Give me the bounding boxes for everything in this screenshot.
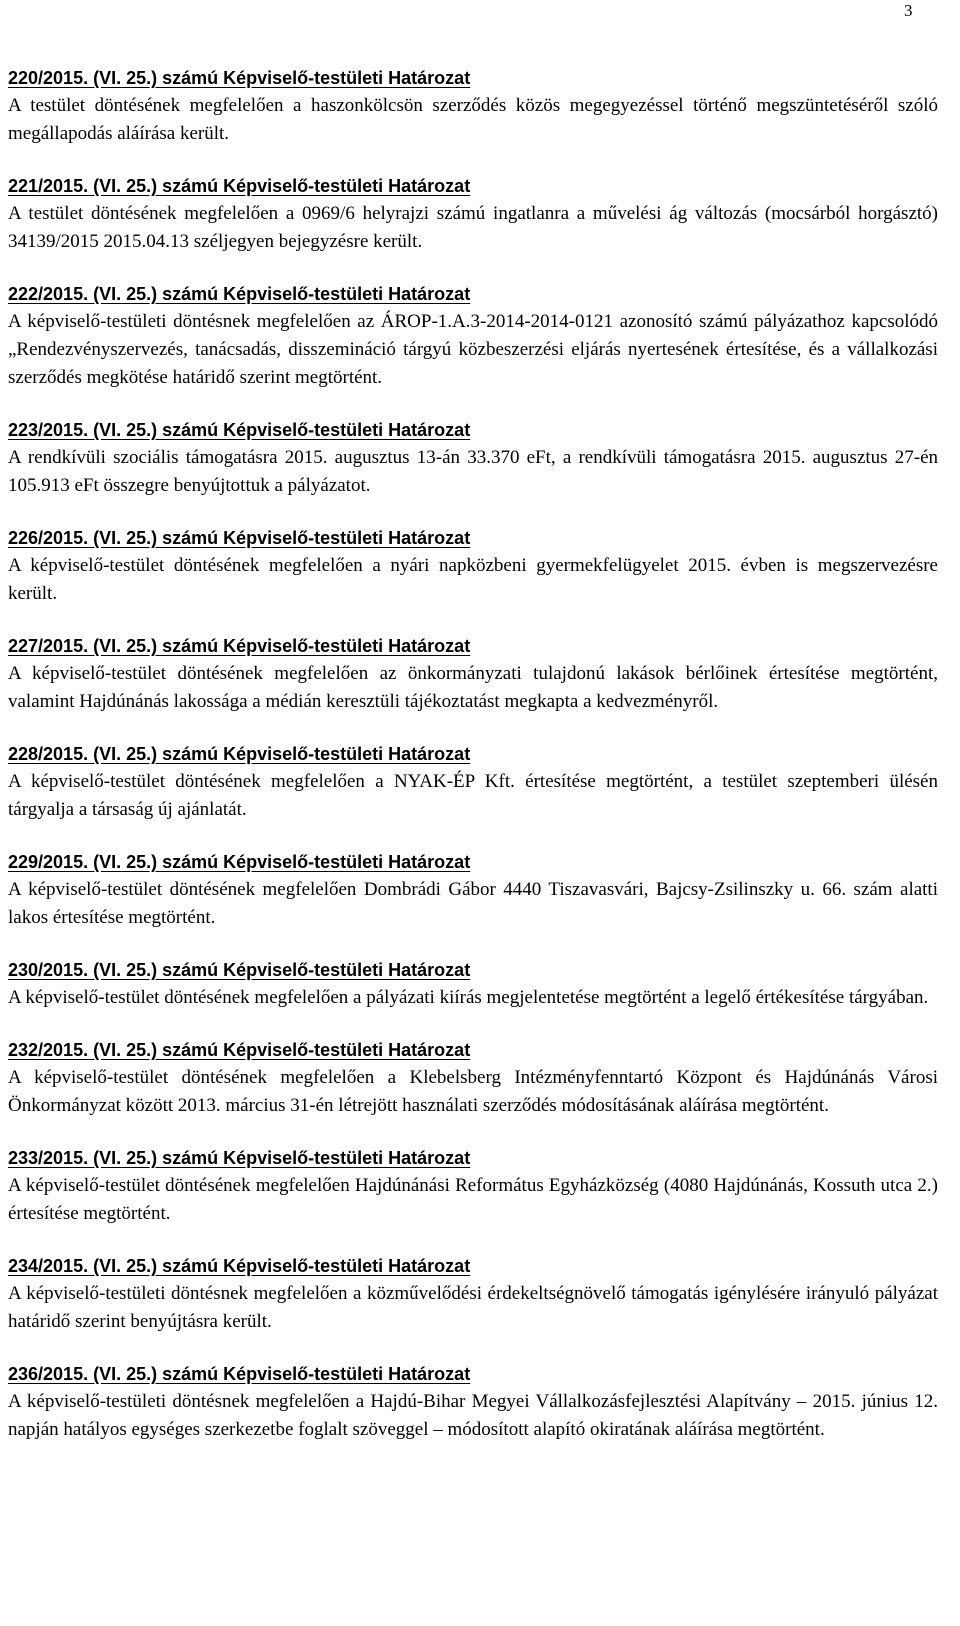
resolution-text: A képviselő-testület döntésének megfelelően a pályázati kiírás megjelentetése megtörtént a legelő értékesítése tárgyában.: [8, 987, 929, 1008]
resolution-title: 221/2015. (VI. 25.) számú Képviselő-testületi Határozat: [8, 176, 471, 196]
resolution-title: 234/2015. (VI. 25.) számú Képviselő-testületi Határozat: [8, 1256, 471, 1276]
resolution-entry: [8, 1144, 938, 1228]
resolution-text: A rendkívüli szociális támogatásra 2015. augusztus 13-án 33.370 eFt, a rendkívüli támogatásra 2015. augusztus 27-én 105.913 eFt összegre benyújtottuk a pályázatot.: [8, 447, 938, 496]
page-number: 3: [904, 1, 913, 20]
resolution-text: A képviselő-testületi döntésnek megfelelően a közművelődési érdekeltségnövelő támogatás igénylésére irányuló pályázat határidő szerint benyújtásra került.: [8, 1283, 938, 1332]
resolution-title: 229/2015. (VI. 25.) számú Képviselő-testületi Határozat: [8, 852, 471, 872]
resolution-text: A testület döntésének megfelelően a 0969/6 helyrajzi számú ingatlanra a művelési ág változás (mocsárból horgásztó) 34139/2015 2015.04.13 széljegyen bejegyzésre került.: [8, 203, 938, 252]
resolution-entry: [8, 632, 938, 716]
resolution-entry: [8, 1360, 938, 1444]
resolution-title: 228/2015. (VI. 25.) számú Képviselő-testületi Határozat: [8, 744, 471, 764]
resolution-entry: [8, 848, 938, 932]
resolution-text: A képviselő-testületi döntésnek megfelelően az ÁROP-1.A.3-2014-2014-0121 azonosító számú pályázathoz kapcsolódó „Rendezvényszervezés, tanácsadás, disszemináció tárgyú közbeszerzési eljárás nyertesének értesítése, és a vállalkozási szerződés megkötése határidő szerint megtörtént.: [8, 311, 938, 388]
resolution-entry: [8, 416, 938, 500]
resolution-text: A képviselő-testület döntésének megfelelően a nyári napközbeni gyermekfelügyelet 2015. évben is megszervezésre került.: [8, 555, 938, 604]
resolution-entry: [8, 740, 938, 824]
resolution-text: A képviselő-testület döntésének megfelelően a NYAK-ÉP Kft. értesítése megtörtént, a testület szeptemberi ülésén tárgyalja a társaság új ajánlatát.: [8, 771, 938, 820]
resolution-entry: [8, 172, 938, 256]
document-body: [0, 64, 938, 1468]
resolution-title: 222/2015. (VI. 25.) számú Képviselő-testületi Határozat: [8, 284, 471, 304]
resolution-title: 230/2015. (VI. 25.) számú Képviselő-testületi Határozat: [8, 960, 471, 980]
resolution-title: 220/2015. (VI. 25.) számú Képviselő-testületi Határozat: [8, 68, 471, 88]
resolution-entry: [8, 1036, 938, 1120]
resolution-title: 226/2015. (VI. 25.) számú Képviselő-testületi Határozat: [8, 528, 471, 548]
resolution-entry: [8, 524, 938, 608]
resolution-entry: [8, 280, 938, 392]
resolution-text: A képviselő-testületi döntésnek megfelelően a Hajdú-Bihar Megyei Vállalkozásfejlesztési Alapítvány – 2015. június 12. napján hatályos egységes szerkezetbe foglalt szöveggel – módosított alapító okiratának aláírása megtörtént.: [8, 1391, 938, 1440]
resolution-title: 223/2015. (VI. 25.) számú Képviselő-testületi Határozat: [8, 420, 471, 440]
resolution-entry: [8, 64, 938, 148]
resolution-title: 236/2015. (VI. 25.) számú Képviselő-testületi Határozat: [8, 1364, 471, 1384]
resolution-text: A képviselő-testület döntésének megfelelően Dombrádi Gábor 4440 Tiszavasvári, Bajcsy-Zsilinszky u. 66. szám alatti lakos értesítése megtörtént.: [8, 879, 938, 928]
resolution-title: 227/2015. (VI. 25.) számú Képviselő-testületi Határozat: [8, 636, 471, 656]
resolution-entry: [8, 1252, 938, 1336]
resolution-text: A képviselő-testület döntésének megfelelően az önkormányzati tulajdonú lakások bérlőinek értesítése megtörtént, valamint Hajdúnánás lakossága a médián keresztüli tájékoztatást megkapta a kedvezményről.: [8, 663, 938, 712]
resolution-text: A testület döntésének megfelelően a haszonkölcsön szerződés közös megegyezéssel történő megszüntetéséről szóló megállapodás aláírása került.: [8, 95, 938, 144]
resolution-title: 232/2015. (VI. 25.) számú Képviselő-testületi Határozat: [8, 1040, 471, 1060]
resolution-title: 233/2015. (VI. 25.) számú Képviselő-testületi Határozat: [8, 1148, 471, 1168]
resolution-text: A képviselő-testület döntésének megfelelően Hajdúnánási Református Egyházközség (4080 Hajdúnánás, Kossuth utca 2.) értesítése megtörtént.: [8, 1175, 938, 1224]
resolution-text: A képviselő-testület döntésének megfelelően a Klebelsberg Intézményfenntartó Központ és Hajdúnánás Városi Önkormányzat között 2013. március 31-én létrejött használati szerződés módosításának aláírása megtörtént.: [8, 1067, 938, 1116]
resolution-entry: [8, 956, 938, 1012]
